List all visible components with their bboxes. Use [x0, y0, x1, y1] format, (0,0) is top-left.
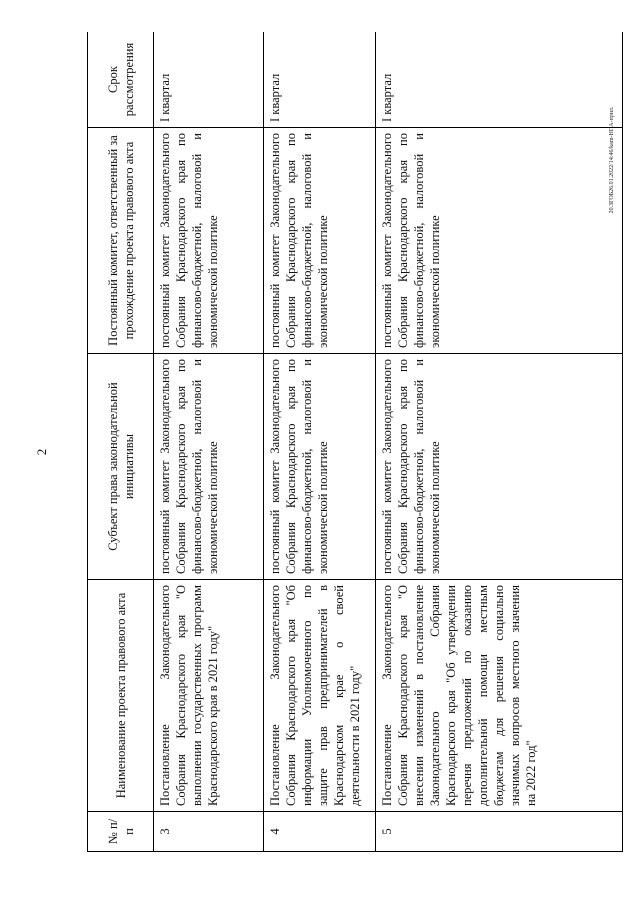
header-name: Наименование проекта правового акта [88, 580, 154, 812]
legislative-plan-table [87, 32, 623, 852]
table-header-row [88, 32, 154, 852]
header-committee: Постоянный комитет, ответственный за прохождение проекта правового акта [88, 128, 154, 354]
table-row [376, 32, 623, 852]
row-subject: постоянный комитет Законодательного Собрания Краснодарского края по финансово-бюджетной, налоговой и экономической политике [264, 354, 376, 580]
row-name: Постановление Законодательного Собрания Краснодарского края "О выполнении государственных программ Краснодарского края в 2021 году" [154, 580, 264, 812]
header-num: № п/п [88, 812, 154, 852]
header-term: Срок рассмотрения [88, 32, 154, 128]
page-number: 2 [34, 448, 49, 456]
side-note: 20.ЗГОБ26.01.2022/14:46/kam-НПА-прил. [609, 106, 615, 214]
row-term: I квартал [264, 32, 376, 128]
row-num: 4 [264, 812, 376, 852]
row-committee: постоянный комитет Законодательного Собрания Краснодарского края по финансово-бюджетной, налоговой и экономической политике [154, 128, 264, 354]
row-subject: постоянный комитет Законодательного Собрания Краснодарского края по финансово-бюджетной, налоговой и экономической политике [376, 354, 623, 580]
rotated-table-frame [87, 32, 623, 852]
table-row [154, 32, 264, 852]
table-row [264, 32, 376, 852]
row-num: 3 [154, 812, 264, 852]
row-subject: постоянный комитет Законодательного Собрания Краснодарского края по финансово-бюджетной, налоговой и экономической политике [154, 354, 264, 580]
header-subject: Субъект права законодательной инициативы [88, 354, 154, 580]
row-term: I квартал [376, 32, 623, 128]
row-name: Постановление Законодательного Собрания Краснодарского края "О внесении изменений в постановление Законодательного Собрания Краснодарского края "Об утверждении перечня предложений по оказанию дополнительной помощи местным бюджетам для решения социально значимых вопросов местного значения на 2022 год" [376, 580, 623, 812]
row-name: Постановление Законодательного Собрания Краснодарского края "Об информации Уполномоченного по защите прав предпринимателей в Краснодарском крае о своей деятельности в 2021 году" [264, 580, 376, 812]
row-committee: постоянный комитет Законодательного Собрания Краснодарского края по финансово-бюджетной, налоговой и экономической политике [264, 128, 376, 354]
row-term: I квартал [154, 32, 264, 128]
document-table-container [87, 32, 623, 852]
row-num: 5 [376, 812, 623, 852]
row-committee: постоянный комитет Законодательного Собрания Краснодарского края по финансово-бюджетной, налоговой и экономической политике [376, 128, 623, 354]
